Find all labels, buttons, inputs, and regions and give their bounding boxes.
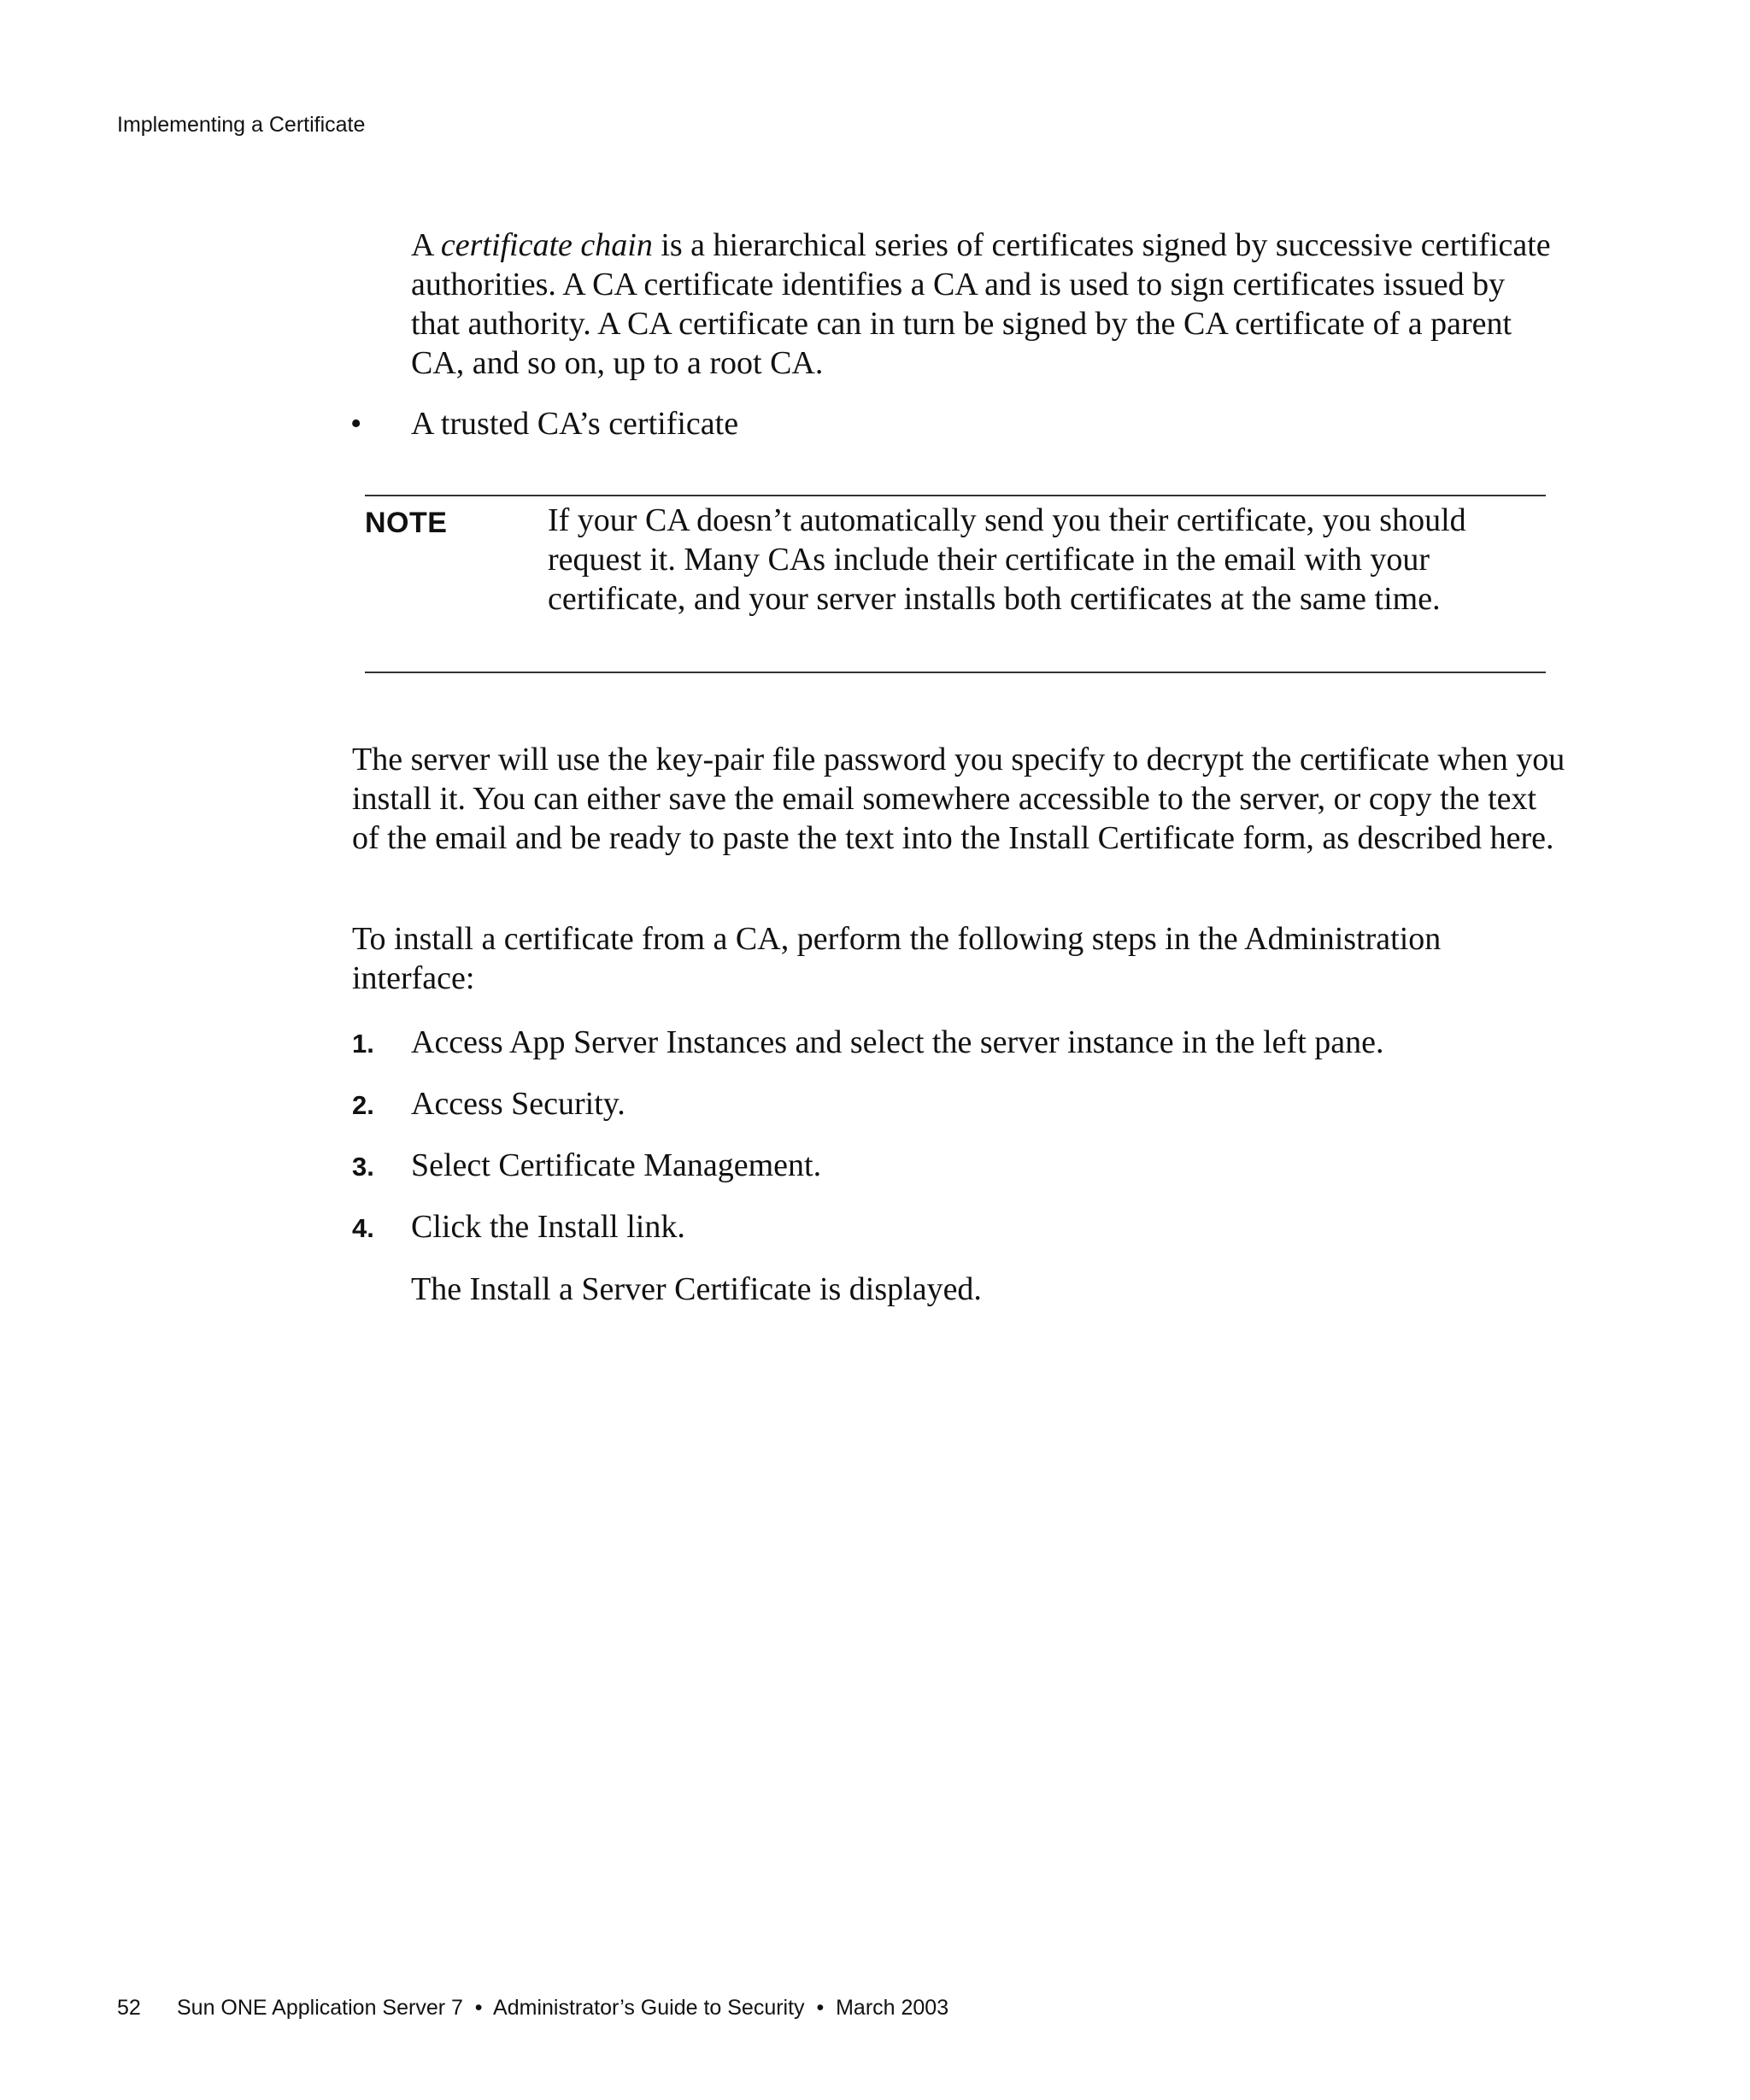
bullet-text: A trusted CA’s certificate <box>411 406 739 442</box>
step-number: 2. <box>352 1090 374 1120</box>
step-text: Click the Install link. <box>411 1209 685 1245</box>
page-number: 52 <box>117 1996 141 2020</box>
certificate-chain-paragraph <box>411 226 1556 383</box>
step-result-text: The Install a Server Certificate is displayed. <box>411 1271 982 1307</box>
step-text: Access App Server Instances and select the server instance in the left pane. <box>411 1024 1384 1060</box>
step-number: 1. <box>352 1029 374 1059</box>
chain-prefix: A <box>411 227 441 263</box>
bullet-icon: • <box>350 406 362 442</box>
running-header: Implementing a Certificate <box>117 113 366 137</box>
step-number: 3. <box>352 1152 374 1182</box>
note-label: NOTE <box>365 507 448 539</box>
page-footer <box>117 1994 948 2021</box>
footer-text: Sun ONE Application Server 7 • Administrator’s Guide to Security • March 2003 <box>177 1996 949 2020</box>
install-intro-paragraph: To install a certificate from a CA, perform the following steps in the Administration interface: <box>352 921 1442 996</box>
server-password-paragraph: The server will use the key-pair file password you specify to decrypt the certificate when you install it. You can either save the email somewhere accessible to the server, or copy the text of the email and be ready to paste the text into the Install Certificate form, as described here. <box>352 742 1565 856</box>
step-text: Access Security. <box>411 1086 625 1122</box>
step-text: Select Certificate Management. <box>411 1147 822 1183</box>
note-text: If your CA doesn’t automatically send you their certificate, you should request it. Many CAs include their certificate in the email with your certificate, and your server installs both certificates at the same time. <box>548 502 1466 617</box>
chain-term: certificate chain <box>440 227 653 263</box>
note-box <box>365 495 1546 673</box>
chain-text: is a hierarchical series of certificates signed by successive certificate authorities. A CA certificate identifies a CA and is used to sign certificates issued by that authority. A CA certificate can in turn be signed by the CA certificate of a parent CA, and so on, up to a root CA. <box>411 227 1551 381</box>
step-number: 4. <box>352 1213 374 1243</box>
